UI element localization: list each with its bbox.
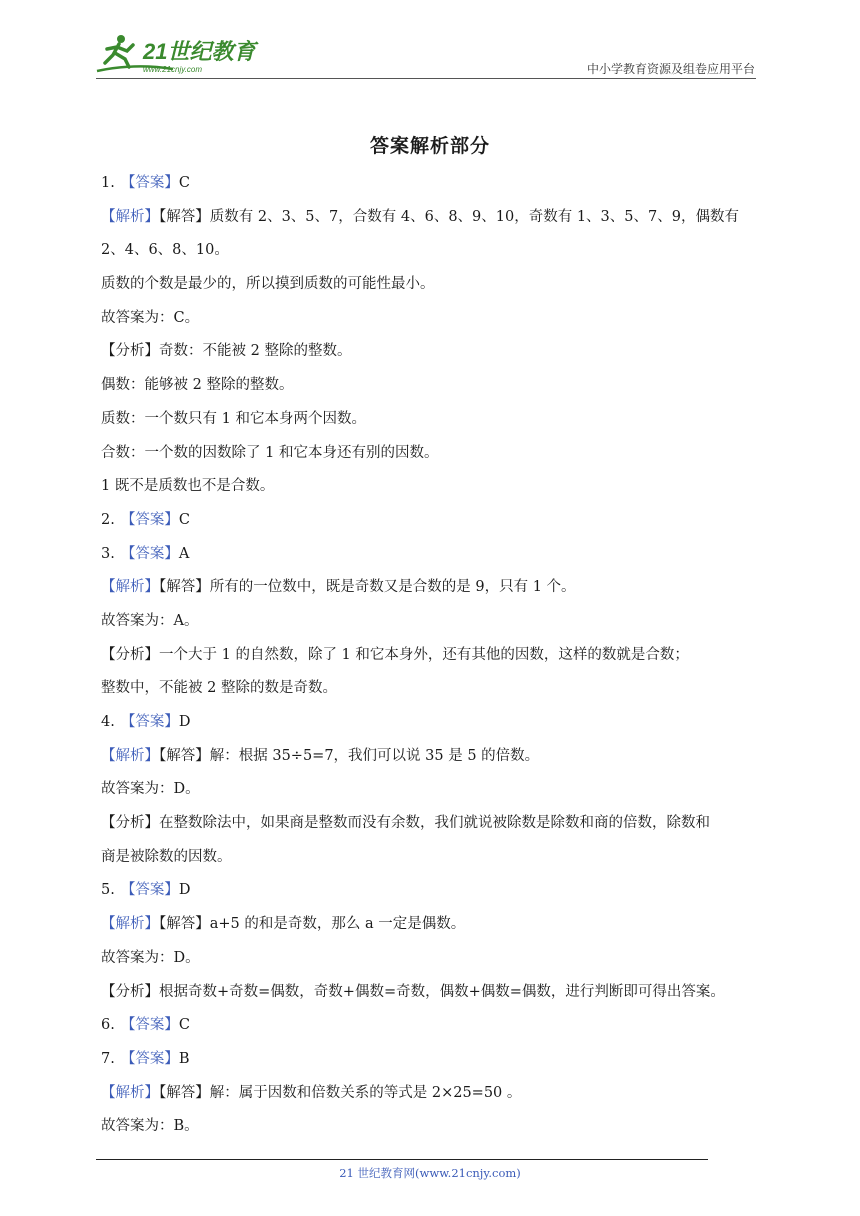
question-number: 4. <box>101 714 115 730</box>
line-text: 质数的个数是最少的，所以摸到质数的可能性最小。 <box>101 276 435 293</box>
answer-line <box>101 234 766 268</box>
answer-tag: 【解析】 <box>101 1084 159 1101</box>
page-title: 答案解析部分 <box>369 135 490 157</box>
line-text: 商是被除数的因数。 <box>101 848 232 865</box>
line-text: 【分析】奇数：不能被 2 整除的整数。 <box>101 343 352 360</box>
answer-tag: 【答案】 <box>120 545 179 562</box>
line-text: 【解答】解：属于因数和倍数关系的等式是 2×25=50 。 <box>159 1084 522 1101</box>
site-logo <box>95 33 265 75</box>
answer-line <box>101 571 766 605</box>
svg-text:21世纪教育: 21世纪教育 <box>143 39 256 64</box>
line-text: 【解答】解：根据 35÷5=7，我们可以说 35 是 5 的倍数。 <box>159 747 540 764</box>
line-text: 质数：一个数只有 1 和它本身两个因数。 <box>101 410 366 427</box>
answer-line <box>101 1043 766 1077</box>
answer-line <box>101 201 766 235</box>
answer-tag: 【答案】 <box>120 1050 179 1067</box>
answer-line <box>101 1077 766 1111</box>
answer-tag: 【解析】 <box>101 579 159 596</box>
answer-line <box>101 504 766 538</box>
line-text: D <box>178 882 191 899</box>
answer-tag: 【解析】 <box>101 747 159 764</box>
line-text: 【分析】在整数除法中，如果商是整数而没有余数，我们就说被除数是除数和商的倍数，除数和 <box>101 815 710 832</box>
question-number: 3. <box>101 545 115 562</box>
line-text: C <box>178 175 190 191</box>
answer-tag: 【答案】 <box>120 714 179 730</box>
line-text: B <box>178 1050 190 1067</box>
footer-text: 21 世纪教育网(www.21cnjy.com) <box>339 1166 521 1180</box>
line-text: 整数中，不能被 2 整除的数是奇数。 <box>101 680 337 697</box>
line-text: 【解答】质数有 2、3、5、7，合数有 4、6、8、9、10，奇数有 1、3、5、7、9，偶数有 <box>159 208 739 225</box>
line-text: 合数：一个数的因数除了 1 和它本身还有别的因数。 <box>101 444 439 461</box>
answer-line <box>101 874 766 908</box>
line-text: 故答案为：C。 <box>101 309 200 326</box>
line-text: 1 既不是质数也不是合数。 <box>101 478 275 495</box>
answer-line <box>101 773 766 807</box>
answer-tag: 【答案】 <box>120 882 179 899</box>
page-header <box>0 0 860 80</box>
line-text: 【分析】一个大于 1 的自然数，除了 1 和它本身外，还有其他的因数，这样的数就是合数； <box>101 646 689 663</box>
platform-name: 中小学教育资源及组卷应用平台 <box>586 62 755 76</box>
question-number: 1. <box>101 175 115 191</box>
answer-tag: 【答案】 <box>120 511 179 528</box>
line-text: D <box>178 714 191 730</box>
line-text: A <box>178 545 190 562</box>
answer-line <box>101 167 766 201</box>
answer-line <box>101 268 766 302</box>
question-number: 5. <box>101 882 115 899</box>
answer-line <box>101 639 766 673</box>
line-text: 【分析】根据奇数+奇数=偶数，奇数+偶数=奇数，偶数+偶数=偶数，进行判断即可得出答案。 <box>101 983 725 1000</box>
line-text: 故答案为：D。 <box>101 781 200 798</box>
answer-line <box>101 807 766 841</box>
answer-tag: 【解析】 <box>101 916 159 933</box>
header-divider <box>96 78 756 79</box>
answer-line <box>101 841 766 875</box>
line-text: C <box>178 511 190 528</box>
answer-line <box>101 1009 766 1043</box>
answer-line <box>101 672 766 706</box>
answer-line <box>101 976 766 1010</box>
answer-line <box>101 369 766 403</box>
answer-line <box>101 942 766 976</box>
answer-line <box>101 908 766 942</box>
line-text: 偶数：能够被 2 整除的整数。 <box>101 377 294 394</box>
answer-line <box>101 470 766 504</box>
answer-line <box>101 437 766 471</box>
question-number: 6. <box>101 1017 115 1034</box>
svg-text:www.21cnjy.com: www.21cnjy.com <box>143 65 202 74</box>
answer-tag: 【答案】 <box>120 175 179 191</box>
line-text: C <box>178 1017 190 1034</box>
answer-content <box>101 167 766 1144</box>
line-text: 【解答】所有的一位数中，既是奇数又是合数的是 9，只有 1 个。 <box>159 579 576 596</box>
answer-line <box>101 706 766 740</box>
line-text: 【解答】a+5 的和是奇数，那么 a 一定是偶数。 <box>159 916 466 933</box>
question-number: 2. <box>101 511 115 528</box>
question-number: 7. <box>101 1050 115 1067</box>
line-text: 故答案为：B。 <box>101 1118 199 1135</box>
answer-line <box>101 538 766 572</box>
answer-tag: 【答案】 <box>120 1017 179 1034</box>
line-text: 故答案为：D。 <box>101 949 200 966</box>
answer-tag: 【解析】 <box>101 208 159 225</box>
answer-line <box>101 605 766 639</box>
line-text: 2、4、6、8、10。 <box>101 242 229 259</box>
footer-divider <box>96 1159 708 1160</box>
answer-line <box>101 1110 766 1144</box>
answer-line <box>101 403 766 437</box>
line-text: 故答案为：A。 <box>101 612 199 629</box>
answer-line <box>101 335 766 369</box>
answer-line <box>101 740 766 774</box>
answer-line <box>101 302 766 336</box>
